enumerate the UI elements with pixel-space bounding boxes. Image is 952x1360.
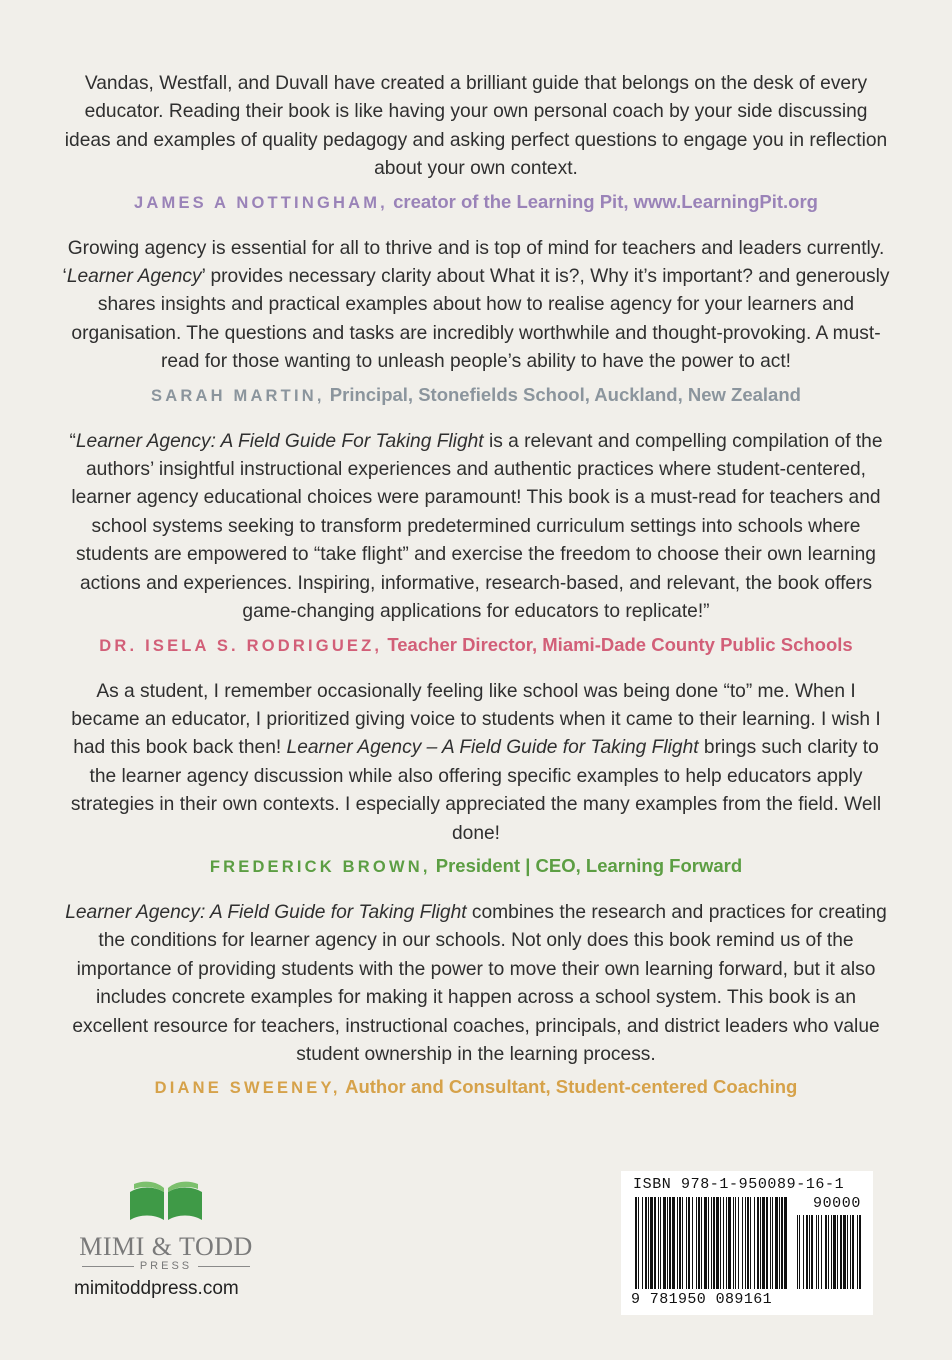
barcode-bar (757, 1197, 759, 1289)
barcode-bar (825, 1215, 827, 1289)
barcode-bar (760, 1197, 761, 1289)
endorsement-attribution (60, 190, 892, 215)
endorsement-text: “Learner Agency: A Field Guide For Taking Flight is a relevant and compelling compilation of the authors’ insightful instructional experiences and authentic practices where student-centered, learner agency educational choices were paramount! This book is a must-read for teachers and school systems seeking to transform predetermined curriculum settings into schools where students are empowered to “take flight” and exercise the freedom to choose their own learning actions and experiences. Inspiring, informative, research-based, and relevant, the book offers game-changing applications for educators to replicate!” (69, 430, 883, 623)
barcode-bar (696, 1197, 697, 1289)
barcode-bar (716, 1197, 719, 1289)
barcode-bar (806, 1215, 808, 1289)
publisher-logo (76, 1180, 256, 1300)
endorser-name: DIANE SWEENEY, (154, 1079, 341, 1098)
endorsement-text: Growing agency is essential for all to thrive and is top of mind for teachers and leaders currently. ‘Learner Agency’ provides necessary clarity about What it is?, Why it’s important? and generously shares insights and practical examples about how to realise agency for your learners and organisation. The questions and tasks are incredibly worthwhile and thought-provoking. A must-read for those wanting to unleash people’s ability to have the power to act! (62, 237, 890, 373)
barcode-bar (648, 1197, 649, 1289)
barcode-bar (726, 1197, 727, 1289)
barcode-bar (728, 1197, 731, 1289)
barcode-bar (672, 1197, 675, 1289)
barcode-bar (779, 1197, 780, 1289)
endorsement-1 (60, 70, 892, 215)
barcode-bar (816, 1215, 817, 1289)
barcode-bar (745, 1197, 746, 1289)
barcode-bar (735, 1197, 736, 1289)
barcode-bar (828, 1215, 829, 1289)
barcode-bar (843, 1215, 846, 1289)
barcode-bar (750, 1197, 751, 1289)
barcode-bar (704, 1197, 707, 1289)
barcode-bar (859, 1215, 861, 1289)
barcode-bar (642, 1197, 643, 1289)
publisher-sub: PRESS (139, 1260, 193, 1272)
barcode-bar (638, 1197, 639, 1289)
barcode-bar (852, 1215, 854, 1289)
barcode-bar (708, 1197, 709, 1289)
barcode-bar (660, 1197, 661, 1289)
barcode-bar (692, 1197, 693, 1289)
divider (82, 1266, 134, 1267)
price-code: 90000 (812, 1195, 861, 1212)
endorsement-text: Vandas, Westfall, and Duvall have created a brilliant guide that belongs on the desk of every educator. Reading their book is like having your own personal coach by your side discussing ideas and examples of quality pedagogy and asking perfect questions to engage you in reflection about your own context. (64, 73, 888, 180)
barcode-bar (720, 1197, 721, 1289)
isbn-barcode (621, 1171, 873, 1315)
barcode-bar (775, 1197, 778, 1289)
barcode-bar (784, 1197, 787, 1289)
barcode-bar (742, 1197, 743, 1289)
endorsements (60, 70, 892, 1120)
barcode-bar (686, 1197, 687, 1289)
endorser-role: President | CEO, Learning Forward (435, 854, 743, 876)
barcode-bar (803, 1215, 804, 1289)
barcode-bar (811, 1215, 813, 1289)
endorser-name: DR. ISELA S. RODRIGUEZ, (99, 636, 383, 655)
endorsement-2 (60, 235, 892, 408)
barcode-bar (713, 1197, 715, 1289)
barcode-bar (762, 1197, 765, 1289)
publisher-name: MIMI & TODD (79, 1232, 253, 1261)
barcode-bar (711, 1197, 712, 1289)
endorsement-attribution (60, 633, 892, 658)
barcode-bar (701, 1197, 702, 1289)
endorser-role: Principal, Stonefields School, Auckland, New Zealand (329, 383, 801, 405)
endorsement-attribution (60, 383, 892, 408)
barcode-bar (723, 1197, 724, 1289)
barcode-bar (635, 1197, 637, 1289)
barcode-bar (809, 1215, 810, 1289)
barcode-bar (766, 1197, 768, 1289)
barcode-bar (645, 1197, 647, 1289)
endorsement-5 (60, 899, 892, 1100)
barcode-bar (833, 1215, 836, 1289)
barcode-bar (679, 1197, 681, 1289)
barcode-bar (850, 1215, 851, 1289)
endorser-role: Author and Consultant, Student-centered Coaching (345, 1076, 798, 1098)
barcode-bar (799, 1215, 800, 1289)
barcode-bar (821, 1215, 822, 1289)
barcode-bar (682, 1197, 683, 1289)
barcode-bar (658, 1197, 659, 1289)
barcode-bar (770, 1197, 771, 1289)
endorser-role: Teacher Director, Miami-Dade County Public Schools (387, 633, 853, 655)
barcode-bar (738, 1197, 739, 1289)
barcode-bar (754, 1197, 755, 1289)
barcode-bar (781, 1197, 783, 1289)
endorser-name: FREDERICK BROWN, (209, 857, 431, 876)
endorsement-text: As a student, I remember occasionally feeling like school was being done “to” me. When I became an educator, I prioritized giving voice to students when it came to their learning. I wish I had this book back then! Learner Agency – A Field Guide for Taking Flight brings such clarity to the learner agency discussion while also offering specific examples to help educators apply strategies in their own contexts. I especially appreciated the many examples from the field. Well done! (70, 680, 882, 844)
endorser-name: SARAH MARTIN, (151, 386, 325, 405)
barcode-bar (847, 1215, 848, 1289)
open-book-icon (126, 1180, 206, 1226)
barcode-bar (677, 1197, 678, 1289)
endorsement-attribution (60, 1075, 892, 1100)
divider (198, 1266, 250, 1267)
barcode-bar (747, 1197, 749, 1289)
barcode-bar (857, 1215, 858, 1289)
barcode-bar (733, 1197, 734, 1289)
endorser-role: creator of the Learning Pit, www.LearningPit.org (393, 190, 818, 212)
barcode-bar (772, 1197, 773, 1289)
publisher-url: mimitoddpress.com (74, 1278, 239, 1299)
barcode-bar (698, 1197, 700, 1289)
endorsement-3 (60, 428, 892, 658)
barcode-bar (654, 1197, 656, 1289)
barcode-bar (669, 1197, 671, 1289)
barcode-bar (831, 1215, 832, 1289)
barcode-bar (663, 1197, 666, 1289)
endorsement-4 (60, 678, 892, 879)
isbn-label: ISBN 978-1-950089-16-1 (633, 1176, 845, 1193)
endorser-name: JAMES A NOTTINGHAM, (134, 193, 388, 212)
endorsement-text: Learner Agency: A Field Guide for Taking Flight combines the research and practices for creating the conditions for learner agency in our schools. Not only does this book remind us of the importance of providing students with the power to move their own learning forward, but it also includes concrete examples for making it happen across a school system. This book is an excellent resource for teachers, instructional coaches, principals, and district leaders who value student ownership in the learning process. (65, 901, 887, 1065)
barcode-bar (667, 1197, 668, 1289)
barcode-bar (818, 1215, 819, 1289)
barcode-bar (797, 1215, 798, 1289)
barcode-bar (837, 1215, 838, 1289)
barcode-bar (840, 1215, 842, 1289)
barcode-bar (688, 1197, 690, 1289)
endorsement-attribution (60, 854, 892, 879)
barcode-bar (650, 1197, 653, 1289)
ean-digits: 9 781950 089161 (631, 1291, 773, 1308)
